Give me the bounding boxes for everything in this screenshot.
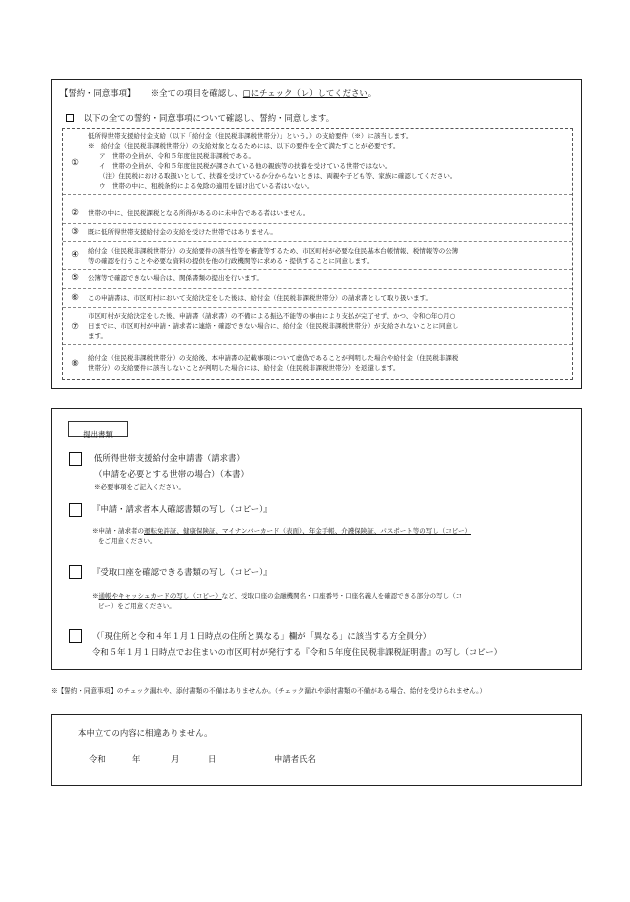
doc4-text: （「現住所と令和４年１月１日時点の住所と異なる」欄が「異なる」に該当する方全員分） 令和５年１月１日時点でお住まいの市区町村が発行する『令和５年度住民税非課税証明書』の写し（コピー） bbox=[92, 631, 503, 657]
item-number: ② bbox=[71, 208, 79, 218]
pledge-item-4: 給付金（住民税非課税世帯分）の支給要件の該当性等を審査等するため、市区町村が必要な住民基本台帳情報、税情報等の公簿 等の確認を行うことや必要な資料の提供を他の行政機関等に求める・提供することに同意します。 bbox=[88, 247, 459, 265]
doc1-text: 低所得世帯支援給付金申請書（請求書） （申請を必要とする世帯の場合）（本書） ※必要事項をご記入ください。 bbox=[94, 453, 249, 491]
item-number: ⑥ bbox=[71, 293, 79, 303]
pledge-items-box bbox=[62, 128, 573, 380]
doc3-checkbox[interactable] bbox=[69, 565, 82, 579]
doc4-checkbox[interactable] bbox=[69, 629, 82, 643]
doc1-checkbox[interactable] bbox=[69, 452, 82, 466]
doc2-checkbox[interactable] bbox=[69, 503, 82, 517]
pledge-item-2: 世帯の中に、住民税課税となる所得があるのに未申告である者はいません。 bbox=[88, 209, 310, 217]
agree-label: 以下の全ての誓約・同意事項について確認し、誓約・同意します。 bbox=[83, 113, 335, 123]
declaration-text: 本申立ての内容に相違ありません。 bbox=[78, 728, 213, 738]
pledge-header: 【誓約・同意事項】 ※全ての項目を確認し、□にチェック（レ）してください。 bbox=[60, 88, 377, 98]
declaration-section bbox=[51, 714, 582, 786]
date-era: 令和 bbox=[89, 754, 106, 764]
pledge-instruction: ※全ての項目を確認し、 bbox=[150, 88, 243, 98]
pledge-item-6: この申請書は、市区町村において支給決定をした後は、給付金（住民税非課税世帯分）の請求書として取り扱います。 bbox=[88, 294, 432, 302]
documents-title-tab: 提出書類 bbox=[68, 421, 128, 437]
pledge-title: 【誓約・同意事項】 bbox=[60, 88, 136, 98]
item-number: ⑤ bbox=[71, 273, 79, 283]
pledge-item-7: 市区町村が支給決定をした後、申請書（請求書）の不備による振込不能等の事由により支払が完了せず、かつ、令和○年○月○ 日までに、市区町村が申請・請求者に連絡・確認できない場合に、給付金（住民税非課税世帯分）が支給されないことに同意し ます。 bbox=[88, 312, 459, 340]
item-number: ⑦ bbox=[71, 322, 79, 332]
pledge-item-8: 給付金（住民税非課税世帯分）の支給後、本申請書の記載事項について虚偽であることが判明した場合や給付金（住民税非課税 世帯分）の支給要件に該当しないことが判明した場合には、給付金（住民税非課税世帯分）を返還します。 bbox=[88, 354, 459, 372]
date-day: 日 bbox=[208, 754, 217, 764]
pledge-item-1: 低所得世帯支援給付金支給（以下「給付金（住民税非課税世帯分）」という。）の支給要件（※）に該当します。 ※ 給付金（住民税非課税世帯分）の支給対象となるためには、以下の要件を全て満たすことが必要です。 ア 世帯の全員が、令和５年度住民税非課税である。 イ 世帯の全員が、令和５年度住民税が課されている他の親族等の扶養を受けている世帯ではない。 （注）住民税における取扱いとして、扶養を受けているか分からないときは、両親や子ども等、家族に確認してください。 ウ 世帯の中に、租税条約による免除の適用を届け出ている者はいない。 bbox=[88, 132, 457, 190]
documents-section bbox=[51, 408, 582, 670]
doc3-text: 『受取口座を確認できる書類の写し（コピー）』 ※通帳やキャッシュカードの写し（コピー）など、受取口座の金融機関名・口座番号・口座名義人を確認できる部分の写し（コ ピー）をご用意ください。 bbox=[92, 567, 463, 610]
footnote: ※【誓約・同意事項】のチェック漏れや、添付書類の不備はありませんか。（チェック漏れや添付書類の不備がある場合、給付を受けられません。） bbox=[51, 687, 487, 695]
agree-checkbox[interactable] bbox=[66, 114, 74, 122]
pledge-item-3: 既に低所得世帯支援給付金の支給を受けた世帯ではありません。 bbox=[88, 228, 277, 236]
item-number: ① bbox=[71, 158, 79, 168]
pledge-instruction-check: □にチェック（レ）してください bbox=[242, 88, 368, 98]
pledge-section bbox=[51, 79, 582, 389]
agree-row[interactable] bbox=[66, 112, 334, 125]
pledge-item-5: 公簿等で確認できない場合は、関係書類の提出を行います。 bbox=[88, 274, 263, 282]
doc2-text: 『申請・請求者本人確認書類の写し（コピー）』 ※申請・請求者の運転免許証、健康保険証、マイナンバーカード（表面）、年金手帳、介護保険証、パスポート等の写し（コピー） をご用意ください。 bbox=[92, 504, 471, 545]
date-year: 年 bbox=[132, 754, 141, 764]
applicant-name-label: 申請者氏名 bbox=[274, 754, 316, 764]
item-number: ④ bbox=[71, 250, 79, 260]
date-month: 月 bbox=[171, 754, 180, 764]
item-number: ③ bbox=[71, 227, 79, 237]
item-number: ⑧ bbox=[71, 359, 79, 369]
